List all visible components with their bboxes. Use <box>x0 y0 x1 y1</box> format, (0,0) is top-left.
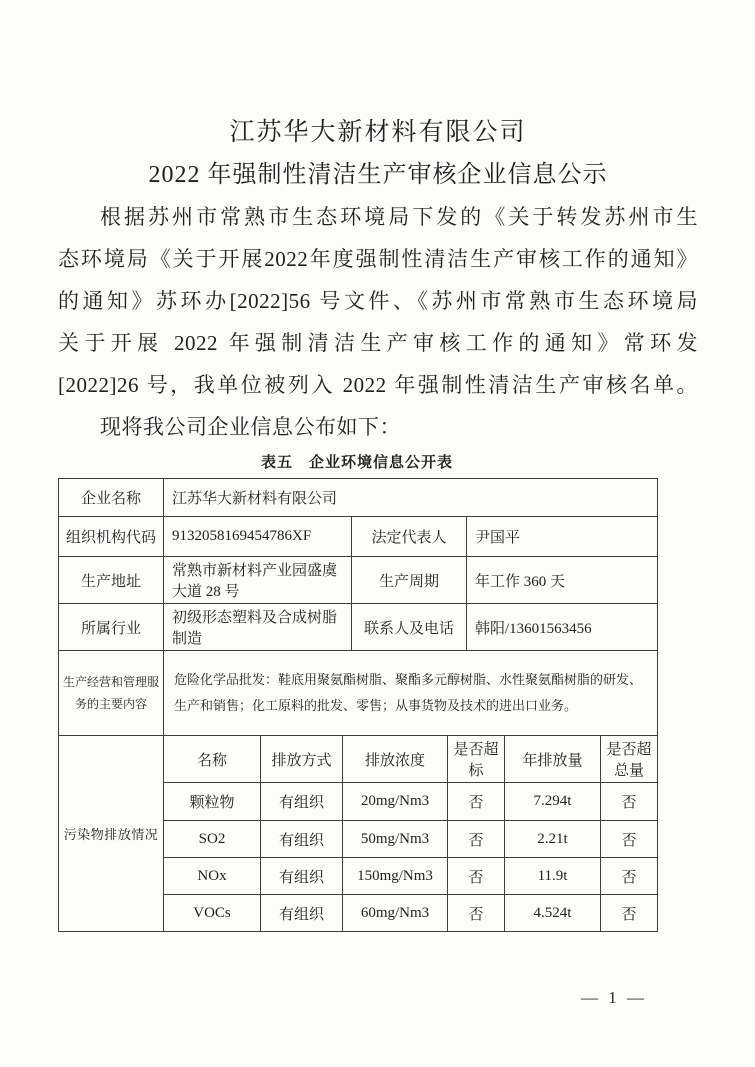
pollutant-annual-emission: 4.524t <box>505 895 601 932</box>
pollutant-mode: 有组织 <box>261 895 343 932</box>
pollutant-name: 颗粒物 <box>164 783 261 821</box>
pollutant-concentration: 20mg/Nm3 <box>343 783 448 821</box>
legal-rep-value: 尹国平 <box>467 517 658 557</box>
business-scope-value: 危险化学品批发：鞋底用聚氨酯树脂、聚酯多元醇树脂、水性聚氨酯树脂的研发、生产和销售；化工原料的批发、零售；从事货物及技术的进出口业务。 <box>164 651 658 736</box>
pollutant-annual-emission: 7.294t <box>505 783 601 821</box>
pollutant-concentration: 60mg/Nm3 <box>343 895 448 932</box>
contact-label: 联系人及电话 <box>352 604 467 651</box>
pollutant-exceed-standard: 否 <box>448 783 505 821</box>
business-scope-label: 生产经营和管理服务的主要内容 <box>59 651 164 736</box>
contact-value: 韩阳/13601563456 <box>467 604 658 651</box>
pollutant-exceed-standard: 否 <box>448 895 505 932</box>
paragraph-line: 现将我公司企业信息公布如下： <box>100 415 401 439</box>
pollutant-exceed-total: 否 <box>601 783 658 821</box>
header-concentration: 排放浓度 <box>343 736 448 783</box>
table-row <box>59 604 658 651</box>
pollutant-concentration: 50mg/Nm3 <box>343 821 448 858</box>
industry-value: 初级形态塑料及合成树脂制造 <box>164 604 352 651</box>
address-label: 生产地址 <box>59 557 164 604</box>
address-value: 常熟市新材料产业园盛虞大道 28 号 <box>164 557 352 604</box>
header-exceed-total: 是否超总量 <box>601 736 658 783</box>
org-code-value: 9132058169454786XF <box>164 517 352 557</box>
cycle-value: 年工作 360 天 <box>467 557 658 604</box>
document-title: 江苏华大新材料有限公司 <box>229 119 527 146</box>
pollutant-mode: 有组织 <box>261 858 343 895</box>
pollutant-annual-emission: 2.21t <box>505 821 601 858</box>
intro-paragraph <box>58 196 698 448</box>
legal-rep-label: 法定代表人 <box>352 517 467 557</box>
table-row <box>59 651 658 736</box>
pollutant-mode: 有组织 <box>261 783 343 821</box>
table-row <box>59 557 658 604</box>
company-name-value: 江苏华大新材料有限公司 <box>164 479 658 517</box>
industry-label: 所属行业 <box>59 604 164 651</box>
cycle-label: 生产周期 <box>352 557 467 604</box>
paragraph-line: 态环境局《关于开展2022年度强制性清洁生产审核工作的通知》 <box>58 247 698 271</box>
pollution-section-label: 污染物排放情况 <box>59 736 164 932</box>
table-row <box>59 517 658 557</box>
pollutant-name: NOx <box>164 858 261 895</box>
page-number: — 1 — <box>581 988 647 1007</box>
pollutant-exceed-standard: 否 <box>448 821 505 858</box>
pollutant-exceed-standard: 否 <box>448 858 505 895</box>
table-row <box>59 479 658 517</box>
header-emission-mode: 排放方式 <box>261 736 343 783</box>
paragraph-line: [2022]26 号，我单位被列入 2022 年强制性清洁生产审核名单。 <box>58 373 698 397</box>
document-subtitle: 2022 年强制性清洁生产审核企业信息公示 <box>148 162 608 188</box>
pollutant-exceed-total: 否 <box>601 821 658 858</box>
company-name-label: 企业名称 <box>59 479 164 517</box>
pollutant-concentration: 150mg/Nm3 <box>343 858 448 895</box>
pollutant-name: SO2 <box>164 821 261 858</box>
paragraph-line: 根据苏州市常熟市生态环境局下发的《关于转发苏州市生 <box>100 205 698 229</box>
pollutant-exceed-total: 否 <box>601 858 658 895</box>
pollutant-annual-emission: 11.9t <box>505 858 601 895</box>
header-name: 名称 <box>164 736 261 783</box>
pollutant-name: VOCs <box>164 895 261 932</box>
paragraph-line: 的通知》苏环办[2022]56 号文件、《苏州市常熟市生态环境局 <box>58 289 698 313</box>
company-info-table <box>58 478 658 736</box>
header-annual-emission: 年排放量 <box>505 736 601 783</box>
pollutant-exceed-total: 否 <box>601 895 658 932</box>
pollutant-mode: 有组织 <box>261 821 343 858</box>
header-exceed-standard: 是否超标 <box>448 736 505 783</box>
table-caption: 表五 企业环境信息公开表 <box>260 454 453 471</box>
paragraph-line: 关于开展 2022 年强制清洁生产审核工作的通知》常环发 <box>58 331 698 355</box>
table-header-row <box>59 736 658 783</box>
pollutant-emission-table <box>58 735 658 932</box>
org-code-label: 组织机构代码 <box>59 517 164 557</box>
